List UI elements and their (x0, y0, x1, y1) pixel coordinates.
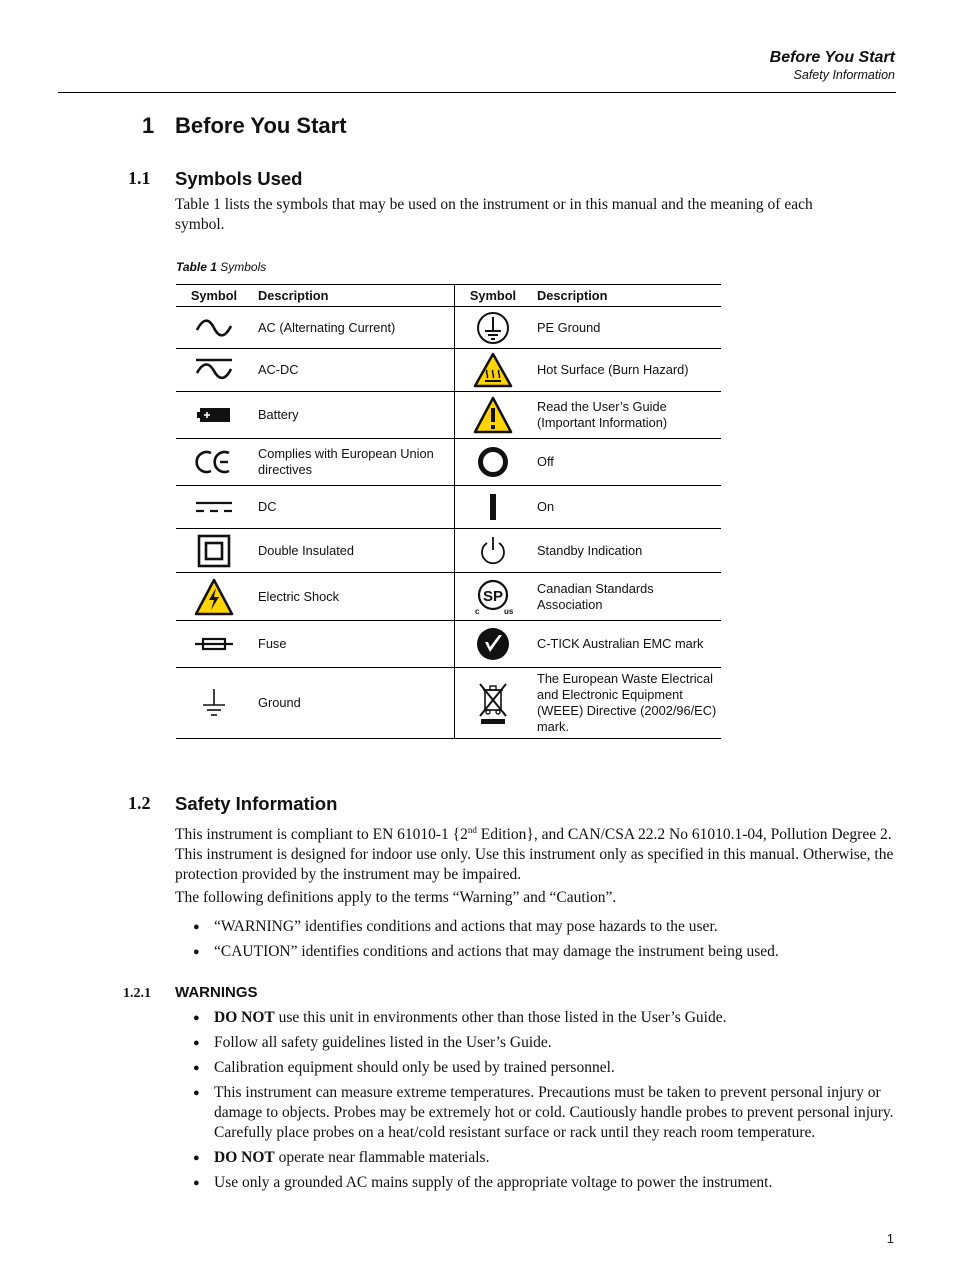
chapter-heading (142, 113, 347, 139)
list-item: ● “CAUTION” identifies conditions and actions that may damage the instrument being used. (193, 943, 779, 960)
symbol-description: On (531, 486, 721, 529)
weee-icon (477, 681, 509, 725)
section-number: 1.2 (128, 793, 151, 813)
warning-icon (473, 396, 513, 434)
electric-shock-icon (194, 578, 234, 616)
subsection-number: 1.2.1 (123, 986, 151, 1001)
symbol-description: Fuse (252, 621, 455, 668)
symbol-description: Canadian Standards Association (531, 573, 721, 621)
safety-paragraph: This instrument is compliant to EN 61010-1 {2nd Edition}, and CAN/CSA 22.2 No 61010.1-04, Pollution Degree 2. This instrument is designed for indoor use only. Use this instrument only as specified in this manual. Otherwise, the protection provided by the instrument may be impaired. (175, 825, 894, 884)
on-icon (487, 492, 499, 522)
ac-icon (194, 316, 234, 340)
col-header-symbol: Symbol (176, 285, 252, 307)
symbol-description: Complies with European Union directives (252, 439, 455, 486)
dc-icon (194, 499, 234, 515)
symbol-description: Standby Indication (531, 529, 721, 573)
bullet-icon: ● (193, 921, 200, 933)
ce-mark-icon (194, 449, 234, 475)
table-caption (176, 260, 266, 274)
symbol-description: AC-DC (252, 349, 455, 392)
table-row (176, 307, 721, 349)
chapter-number: 1 (142, 113, 155, 138)
symbol-description: Hot Surface (Burn Hazard) (531, 349, 721, 392)
symbol-description: AC (Alternating Current) (252, 307, 455, 349)
fuse-icon (194, 636, 234, 652)
hot-surface-icon (473, 352, 513, 388)
list-item: ● “WARNING” identifies conditions and actions that may pose hazards to the user. (193, 918, 718, 935)
off-icon (476, 445, 510, 479)
symbol-description: The European Waste Electrical and Electronic Equipment (WEEE) Directive (2002/96/EC) mark. (531, 668, 721, 739)
symbol-description: Off (531, 439, 721, 486)
col-header-description: Description (252, 285, 455, 307)
c-tick-icon (475, 626, 511, 662)
table-caption-label: Table 1 (176, 260, 217, 274)
pe-ground-icon (476, 311, 510, 345)
table-row (176, 668, 721, 739)
bullet-icon: ● (193, 1062, 200, 1074)
chapter-title: Before You Start (175, 113, 347, 138)
csa-icon (471, 578, 515, 616)
list-item: ● DO NOT operate near flammable materials. (193, 1149, 490, 1166)
svg-text:SP: SP (482, 587, 504, 605)
table-row (176, 486, 721, 529)
symbol-description: PE Ground (531, 307, 721, 349)
page-number: 1 (886, 1231, 894, 1246)
table-row (176, 349, 721, 392)
subsection-title: WARNINGS (175, 984, 258, 1001)
warnings-list (193, 1008, 897, 1198)
table-caption-text: Symbols (216, 260, 267, 274)
ac-dc-icon (194, 357, 234, 383)
table-row (176, 573, 721, 621)
section-title: Safety Information (175, 793, 338, 814)
col-header-symbol: Symbol (455, 285, 532, 307)
bullet-icon: ● (193, 946, 200, 958)
battery-icon (196, 406, 232, 424)
symbol-description: Double Insulated (252, 529, 455, 573)
bullet-icon: ● (193, 1177, 200, 1189)
table-row (176, 529, 721, 573)
list-item: ● Follow all safety guidelines listed in the User’s Guide. (193, 1034, 552, 1051)
section-title: Symbols Used (175, 168, 303, 189)
list-item: ● This instrument can measure extreme temperatures. Precautions must be taken to prevent personal injury or damage to objects. Probes may be extremely hot or cold. Cautiously handle probes to prevent personal injury. Carefully place probes on a heat/cold resistant surface or rack until they reach room temperature. (193, 1084, 894, 1141)
symbol-description: Read the User’s Guide (Important Information) (531, 392, 721, 439)
bullet-icon: ● (193, 1037, 200, 1049)
list-item: ● Calibration equipment should only be used by trained personnel. (193, 1059, 615, 1076)
symbol-description: Battery (252, 392, 455, 439)
bullet-icon: ● (193, 1012, 200, 1024)
running-header-subtitle: Safety Information (793, 68, 895, 82)
header-rule (58, 92, 896, 93)
section-heading-safety (128, 793, 338, 815)
col-header-description: Description (531, 285, 721, 307)
symbol-description: Electric Shock (252, 573, 455, 621)
symbol-description: C-TICK Australian EMC mark (531, 621, 721, 668)
double-insulated-icon (197, 534, 231, 568)
symbol-description: DC (252, 486, 455, 529)
section-heading-symbols (128, 168, 303, 190)
csa-us-letters: us (504, 606, 514, 616)
table-row (176, 392, 721, 439)
bullet-icon: ● (193, 1152, 200, 1164)
running-header-title: Before You Start (769, 49, 895, 66)
bullet-icon: ● (193, 1087, 200, 1099)
standby-icon (478, 535, 508, 567)
running-header (770, 48, 895, 84)
symbols-table (176, 284, 721, 739)
definitions-list (193, 917, 897, 967)
definitions-paragraph: The following definitions apply to the terms “Warning” and “Caution”. (175, 889, 617, 906)
table-row (176, 621, 721, 668)
ground-icon (199, 687, 229, 719)
symbol-description: Ground (252, 668, 455, 739)
section-number: 1.1 (128, 168, 151, 188)
subsection-heading-warnings (123, 984, 258, 1001)
csa-c-letter: c (475, 606, 480, 616)
symbols-intro: Table 1 lists the symbols that may be used on the instrument or in this manual and the meaning of each symbol. (175, 196, 813, 233)
table-row (176, 439, 721, 486)
list-item: ● DO NOT use this unit in environments other than those listed in the User’s Guide. (193, 1009, 727, 1026)
list-item: ● Use only a grounded AC mains supply of the appropriate voltage to power the instrument. (193, 1174, 773, 1191)
table-header-row (176, 285, 721, 307)
